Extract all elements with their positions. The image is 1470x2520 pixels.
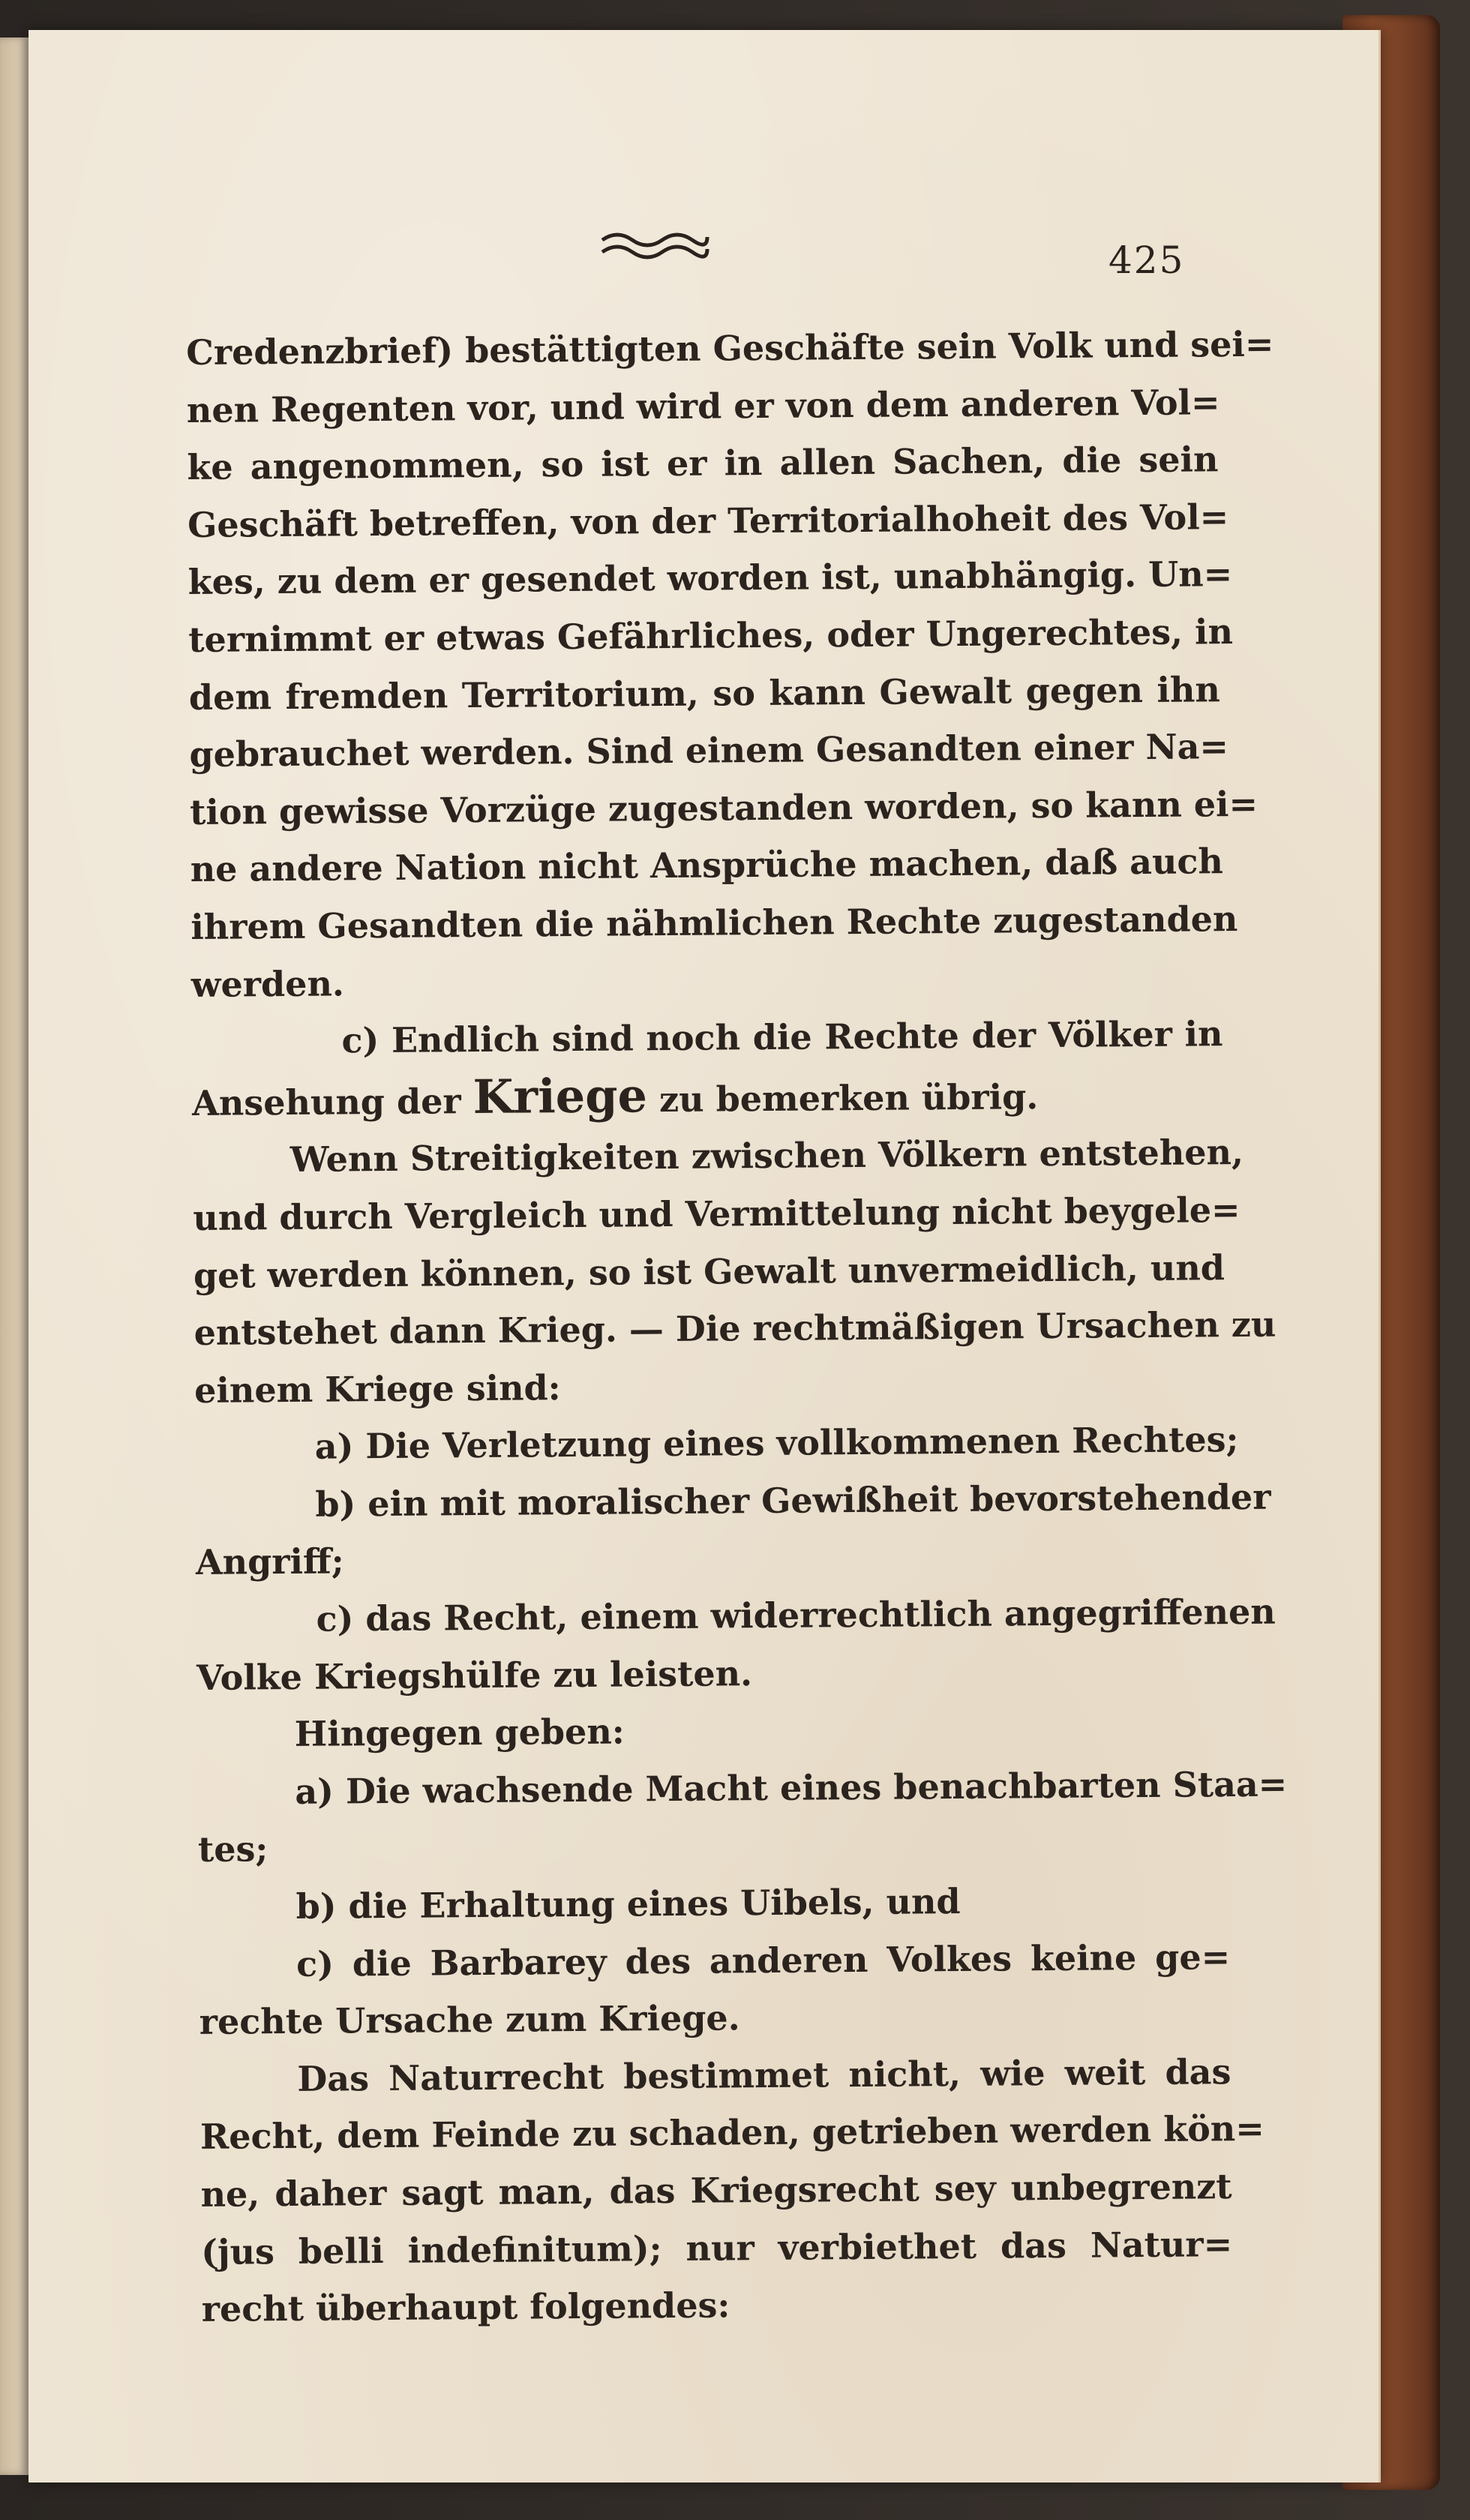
text-line: werden. xyxy=(190,962,345,1005)
text-line: (jus belli indefinitum); nur verbiethet das Natur= xyxy=(200,2223,1233,2272)
text-line: get werden können, so ist Gewalt unvermeidlich, und xyxy=(193,1246,1226,1296)
book-page xyxy=(28,30,1381,2482)
text-line: tion gewisse Vorzüge zugestanden worden, so kann ei= xyxy=(189,783,1258,832)
text-line: ke angenommen, so ist er in allen Sachen, die sein xyxy=(187,439,1219,488)
list-item-continuation: Volke Kriegshülfe zu leisten. xyxy=(196,1652,753,1698)
text-line: Das Naturrecht bestimmet nicht, wie weit das xyxy=(297,2050,1232,2099)
text-line: Geschäft betreffen, von der Territorialhoheit des Vol= xyxy=(187,496,1229,545)
header-ornament-icon xyxy=(598,224,711,268)
text-line: und durch Vergleich und Vermittelung nicht beygele= xyxy=(193,1189,1240,1238)
text-fragment: zu bemerken übrig. xyxy=(658,1076,1039,1120)
text-line: dem fremden Territorium, so kann Gewalt gegen ihn xyxy=(188,668,1221,718)
text-line: Hingegen geben: xyxy=(294,1711,625,1755)
text-line: entstehet dann Krieg. — Die rechtmäßigen Ursachen zu xyxy=(194,1304,1276,1354)
list-item: b) die Erhaltung eines Uibels, und xyxy=(296,1880,961,1927)
list-lawful-causes xyxy=(194,1411,1276,1706)
text-line: einem Kriege sind: xyxy=(194,1366,561,1411)
text-line: gebrauchet werden. Sind einem Gesandten einer Na= xyxy=(189,726,1229,776)
left-page-edge xyxy=(0,38,30,2475)
text-line: c) Endlich sind noch die Rechte der Völker in xyxy=(341,1013,1223,1061)
paragraph-however xyxy=(196,1698,1228,1763)
list-item: c) das Recht, einem widerrechtlich angegriffenen xyxy=(316,1591,1276,1640)
list-item: c) die Barbarey des anderen Volkes keine ge= xyxy=(296,1936,1231,1984)
list-unlawful-causes xyxy=(197,1756,1288,2051)
text-line: ne, daher sagt man, das Kriegsrecht sey unbegrenzt xyxy=(200,2166,1232,2215)
emphasized-word: Kriege xyxy=(472,1067,648,1124)
text-line: Recht, dem Feinde zu schaden, getrieben werden kön= xyxy=(200,2108,1264,2158)
text-line: kes, zu dem er gesendet worden ist, unabhängig. Un= xyxy=(188,554,1233,603)
text-line: ihrem Gesandten die nähmlichen Rechte zugestanden xyxy=(190,898,1238,947)
list-item: a) Die Verletzung eines vollkommenen Rechtes; xyxy=(314,1419,1239,1467)
list-item-continuation: rechte Ursache zum Kriege. xyxy=(199,1997,740,2043)
text-line: Credenzbrief) bestättigten Geschäfte sein Volk und sei= xyxy=(186,323,1274,373)
paragraph-war-causes xyxy=(192,1124,1276,1419)
text-line: Wenn Streitigkeiten zwischen Völkern entstehen, xyxy=(290,1132,1244,1180)
text-line: ternimmt er etwas Gefährliches, oder Ungerechtes, in xyxy=(188,611,1234,660)
paragraph-envoy xyxy=(186,316,1274,1013)
list-item: b) ein mit moralischer Gewißheit bevorstehender xyxy=(315,1476,1271,1525)
text-line: ne andere Nation nicht Ansprüche machen, daß auch xyxy=(190,841,1224,890)
text-fragment: Ansehung der xyxy=(191,1080,461,1124)
paragraph-war-rights xyxy=(191,1005,1223,1132)
list-item-continuation: tes; xyxy=(197,1828,268,1870)
text-line: recht überhaupt folgendes: xyxy=(201,2284,730,2330)
page-body-text xyxy=(186,316,1288,2338)
paragraph-natural-law xyxy=(200,2043,1264,2338)
list-item: a) Die wachsende Macht eines benachbarten Staa= xyxy=(295,1763,1288,1812)
page-number: 425 xyxy=(1108,238,1185,282)
list-item-continuation: Angriff; xyxy=(195,1540,344,1583)
text-line xyxy=(192,1063,1224,1132)
text-line: nen Regenten vor, und wird er von dem anderen Vol= xyxy=(186,381,1220,430)
